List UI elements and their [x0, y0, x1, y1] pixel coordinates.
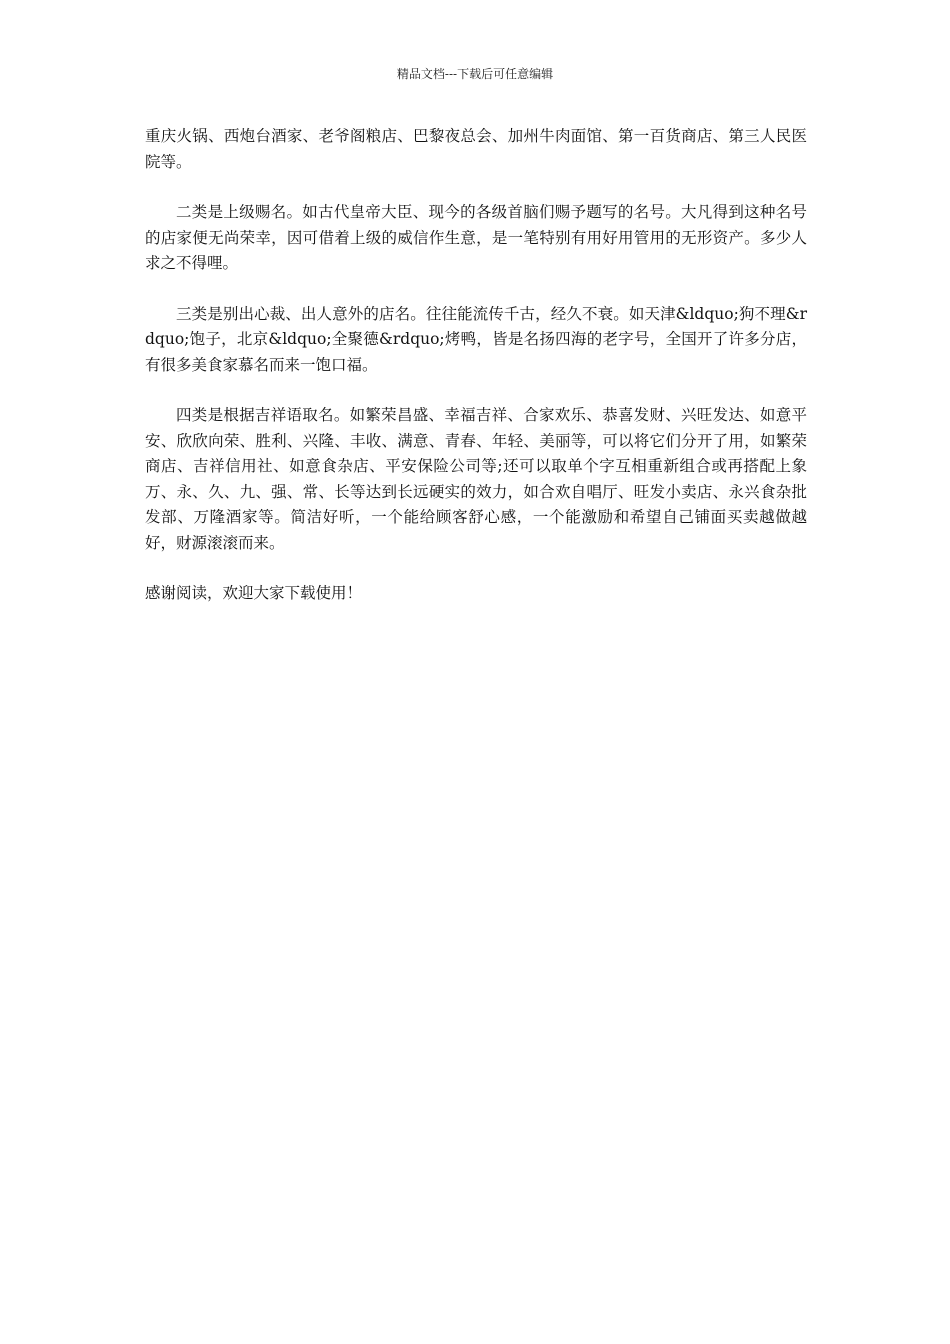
- page-header: 精品文档---下载后可任意编辑: [396, 67, 554, 81]
- paragraph-category-two: 二类是上级赐名。如古代皇帝大臣、现今的各级首脑们赐予题写的名号。大凡得到这种名号的店家便无尚荣幸，因可借着上级的威信作生意，是一笔特别有用好用管用的无形资产。多少人求之不得哩。: [145, 203, 807, 272]
- paragraph-category-four: 四类是根据吉祥语取名。如繁荣昌盛、幸福吉祥、合家欢乐、恭喜发财、兴旺发达、如意平安、欣欣向荣、胜利、兴隆、丰收、满意、青春、年轻、美丽等，可以将它们分开了用，如繁荣商店、吉祥信用社、如意食杂店、平安保险公司等;还可以取单个字互相重新组合或再搭配上象万、永、久、九、强、常、长等达到长远硬实的效力，如合欢自唱厅、旺发小卖店、永兴食杂批发部、万隆酒家等。简洁好听，一个能给顾客舒心感，一个能激励和希望自己铺面买卖越做越好，财源滚滚而来。: [145, 406, 807, 552]
- closing-note: 感谢阅读，欢迎大家下载使用！: [145, 584, 363, 602]
- paragraph-category-three: 三类是别出心裁、出人意外的店名。往往能流传千古，经久不衰。如天津&ldquo;狗不理&rdquo;饱子，北京&ldquo;全聚德&rdquo;烤鸭，皆是名扬四海的老字号，全国开了许多分店，有很多美食家慕名而来一饱口福。: [145, 304, 807, 374]
- document-body: [145, 124, 807, 632]
- paragraph-continuation: 重庆火锅、西炮台酒家、老爷阁粮店、巴黎夜总会、加州牛肉面馆、第一百货商店、第三人民医院等。: [145, 127, 807, 171]
